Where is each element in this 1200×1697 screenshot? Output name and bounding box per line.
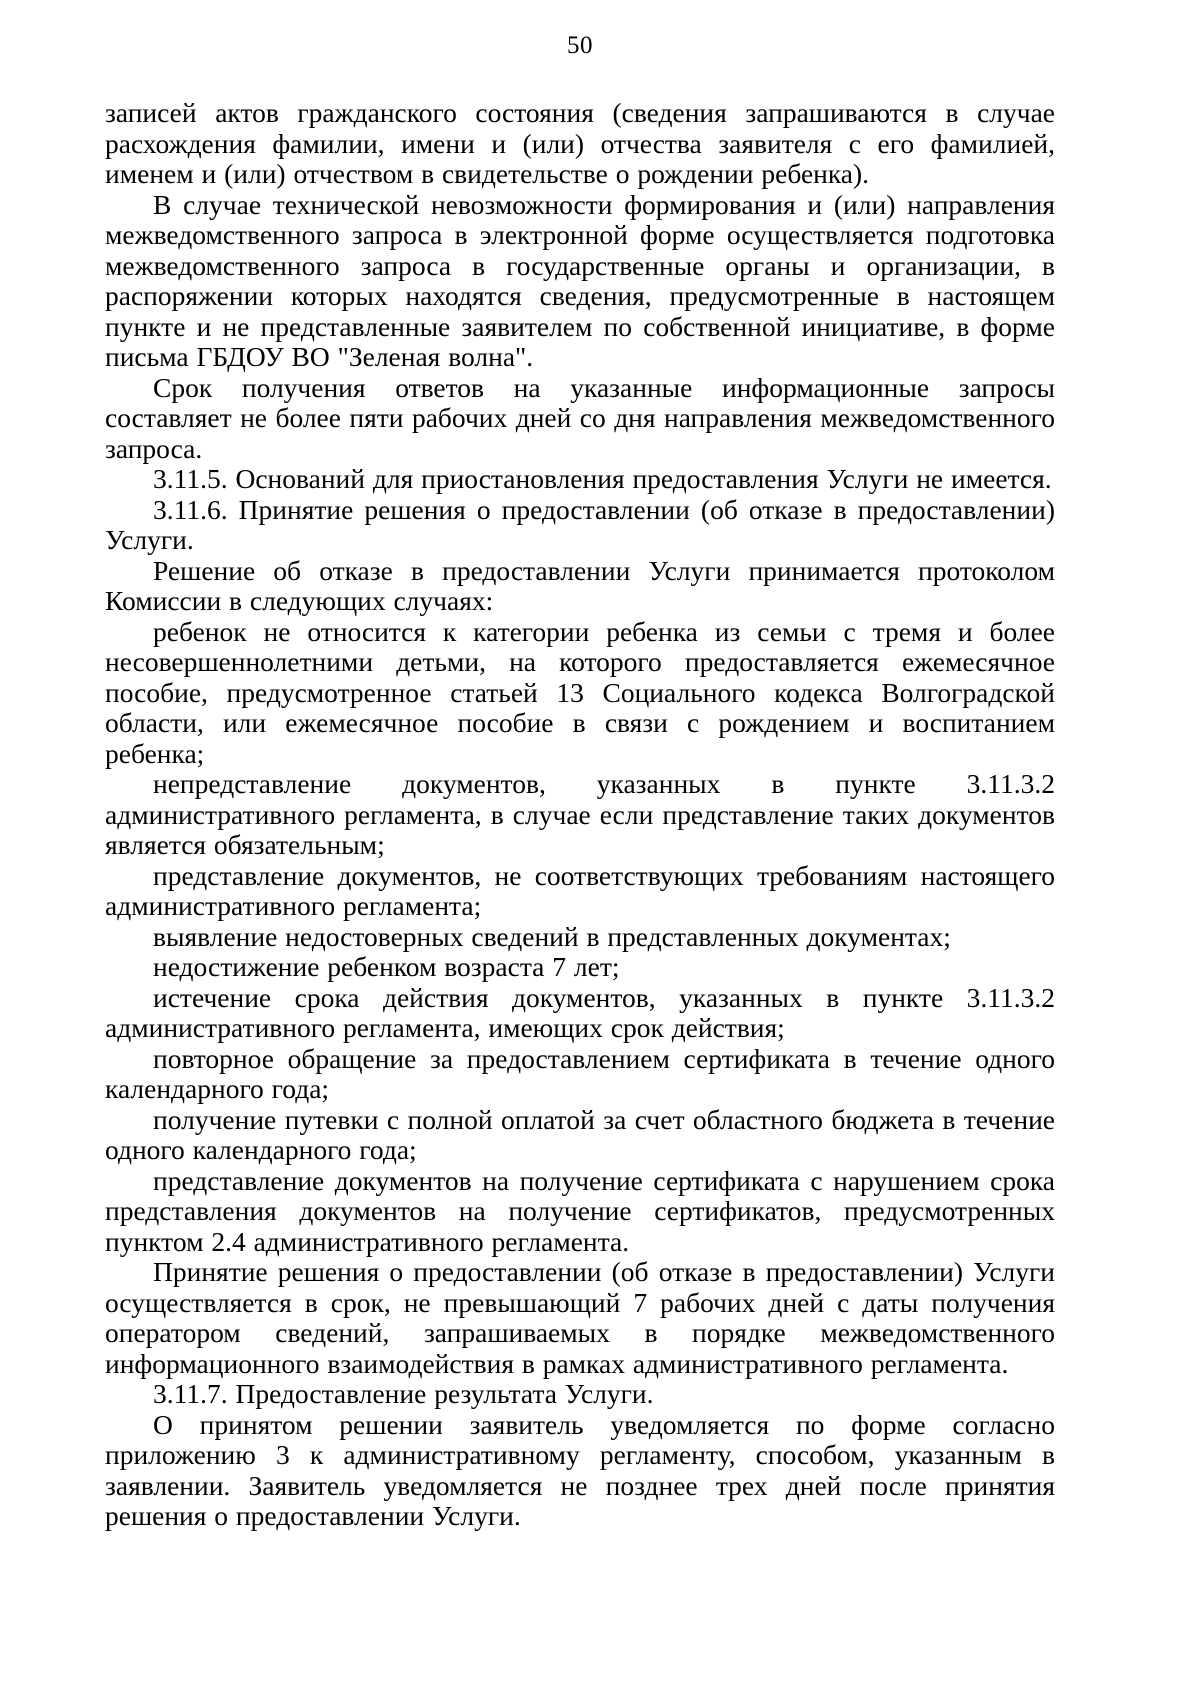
document-body: [105, 98, 1055, 1532]
paragraph: истечение срока действия документов, указанных в пункте 3.11.3.2 административного регламента, имеющих срок действия;: [105, 981, 1055, 1043]
paragraph: Принятие решения о предоставлении (об отказе в предоставлении) Услуги осуществляется в срок, не превышающий 7 рабочих дней с даты получения оператором сведений, запрашиваемых в порядке межведомственного информационного взаимодействия в рамках административного регламента.: [105, 1256, 1055, 1379]
paragraph: непредставление документов, указанных в пункте 3.11.3.2 административного регламента, в случае если представление таких документов является обязательным;: [105, 768, 1055, 860]
paragraph: повторное обращение за предоставлением сертификата в течение одного календарного года;: [105, 1042, 1055, 1104]
paragraph-clause-3-11-6: 3.11.6. Принятие решения о предоставлении (об отказе в предоставлении) Услуги.: [105, 493, 1055, 555]
paragraph-clause-3-11-5: 3.11.5. Оснований для приостановления предоставления Услуги не имеется.: [153, 463, 1052, 494]
paragraph: представление документов, не соответствующих требованиям настоящего административного регламента;: [105, 859, 1055, 921]
paragraph: Решение об отказе в предоставлении Услуги принимается протоколом Комиссии в следующих случаях:: [105, 554, 1055, 616]
paragraph: получение путевки с полной оплатой за счет областного бюджета в течение одного календарного года;: [105, 1103, 1055, 1165]
paragraph: В случае технической невозможности формирования и (или) направления межведомственного запроса в электронной форме осуществляется подготовка межведомственного запроса в государственные органы и организации, в распоряжении которых находятся сведения, предусмотренные в настоящем пункте и не представленные заявителем по собственной инициативе, в форме письма ГБДОУ ВО "Зеленая волна".: [105, 188, 1055, 372]
paragraph: недостижение ребенком возраста 7 лет;: [153, 951, 620, 982]
page-number: 50: [567, 32, 593, 59]
paragraph: О принятом решении заявитель уведомляется по форме согласно приложению 3 к административному регламенту, способом, указанным в заявлении. Заявитель уведомляется не позднее трех дней после принятия решения о предоставлении Услуги.: [105, 1408, 1055, 1531]
paragraph-clause-3-11-7: 3.11.7. Предоставление результата Услуги.: [153, 1378, 654, 1409]
paragraph: выявление недостоверных сведений в представленных документах;: [153, 920, 951, 952]
paragraph: Срок получения ответов на указанные информационные запросы составляет не более пяти рабочих дней со дня направления межведомственного запроса.: [105, 371, 1055, 464]
paragraph-continuation: записей актов гражданского состояния (сведения запрашиваются в случае расхождения фамилии, имени и (или) отчества заявителя с его фамилией, именем и (или) отчеством в свидетельстве о рождении ребенка).: [105, 97, 1055, 189]
paragraph: представление документов на получение сертификата с нарушением срока представления документов на получение сертификатов, предусмотренных пунктом 2.4 административного регламента.: [105, 1164, 1055, 1257]
paragraph: ребенок не относится к категории ребенка из семьи с тремя и более несовершеннолетними детьми, на которого предоставляется ежемесячное пособие, предусмотренное статьей 13 Социального кодекса Волгоградской области, или ежемесячное пособие в связи с рождением и воспитанием ребенка;: [105, 615, 1055, 769]
